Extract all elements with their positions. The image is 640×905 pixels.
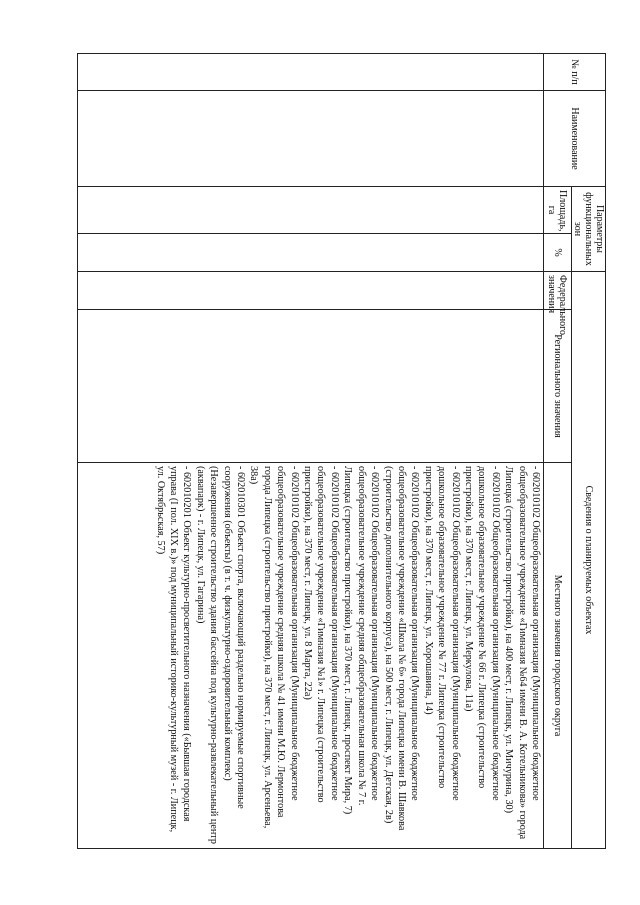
planned-objects-table (77, 53, 606, 849)
header-federal: Федерального значения (544, 272, 572, 310)
header-objects-group: Сведения о планируемых объектах (572, 272, 606, 849)
cell-name (78, 91, 544, 187)
cell-regional (78, 310, 544, 463)
object-item: - 602010102 Общеобразовательная организация (Муниципальное бюджетное общеобразовательное учреждение «Гимназия №64 имени В. А. Котельникова» города Липецка (строительство пристройки), на 400 мест, г. Липецк, ул. Мичурина, 30) (503, 466, 541, 840)
cell-local-objects (78, 463, 544, 849)
header-local: Местного значения городского округа (544, 463, 572, 849)
cell-num (78, 54, 544, 91)
cell-area (78, 187, 544, 234)
object-item: - 602010102 Общеобразовательная организация (Муниципальное бюджетное дошкольное образовательное учреждение № 66 г. Липецка (строительство пристройки), на 370 мест, г. Липецк, ул. Меркулова, 11а) (462, 466, 501, 801)
object-item: - 602010102 Общеобразовательная организация (Муниципальное бюджетное общеобразовательное учреждение средняя школа № 41 имени М.Ю. Лермонтова города Липецка (строительство пристройки), на 370 мест, г. Липецк, ул. Арсеньева, 38а) (248, 466, 300, 829)
object-item: - 602010102 Общеобразовательная организация (Муниципальное бюджетное общеобразовательное учреждение «Гимназия №1» г. Липецка (строительство пристройки), на 370 мест, г. Липецк, ул. 8 Марта, 22а) (302, 466, 340, 803)
header-area: Площадь, га (544, 187, 572, 234)
rotated-table-region (92, 53, 606, 848)
cell-percent (78, 234, 544, 272)
header-name: Наименование (544, 91, 606, 187)
object-item: - 602010201 Объект культурно-просветительного назначения («Бывшая городская управа (I пол. XIX в.)» под муниципальный историко-культурный музей - г. Липецк, ул. Октябрьская, 57) (154, 466, 193, 833)
header-percent: % (544, 234, 572, 272)
header-params-group: Параметры функциональных зон (572, 187, 606, 272)
header-num: № п/п (544, 54, 606, 91)
header-regional: Регионального значения (544, 310, 572, 463)
object-item: - 602010301 Объект спорта, включающий раздельно нормируемые спортивные сооружения (объекты) (в т. ч. физкультурно-оздоровительный комплекс) (Незавершенное строительство здания бассейна под культурно-развлекательный центр (аквапарк) - г. Липецк, ул. Гагарина) (194, 466, 247, 844)
object-item: - 602010102 Общеобразовательная организация (Муниципальное бюджетное общеобразовательное учреждение средняя общеобразовательная школа № 7 г. Липецка (строительство пристройки), на 370 мест, г. Липецк, проспект Мира, 7) (342, 466, 381, 815)
object-item: - 602010102 Общеобразовательная организация (Муниципальное бюджетное дошкольное образовательное учреждение № 77 г. Липецка (строительство пристройки), на 370 мест, г. Липецк, ул. Хорошавина, 14) (422, 466, 461, 801)
object-item: - 602010102 Общеобразовательная организация (Муниципальное бюджетное общеобразовательное учреждение «Школа № 6» города Липецка имени В. Шавкова (строительство дополнительного корпуса), на 500 мест, г. Липецк, ул. Детская, 2в) (382, 466, 421, 831)
cell-federal (78, 272, 544, 310)
